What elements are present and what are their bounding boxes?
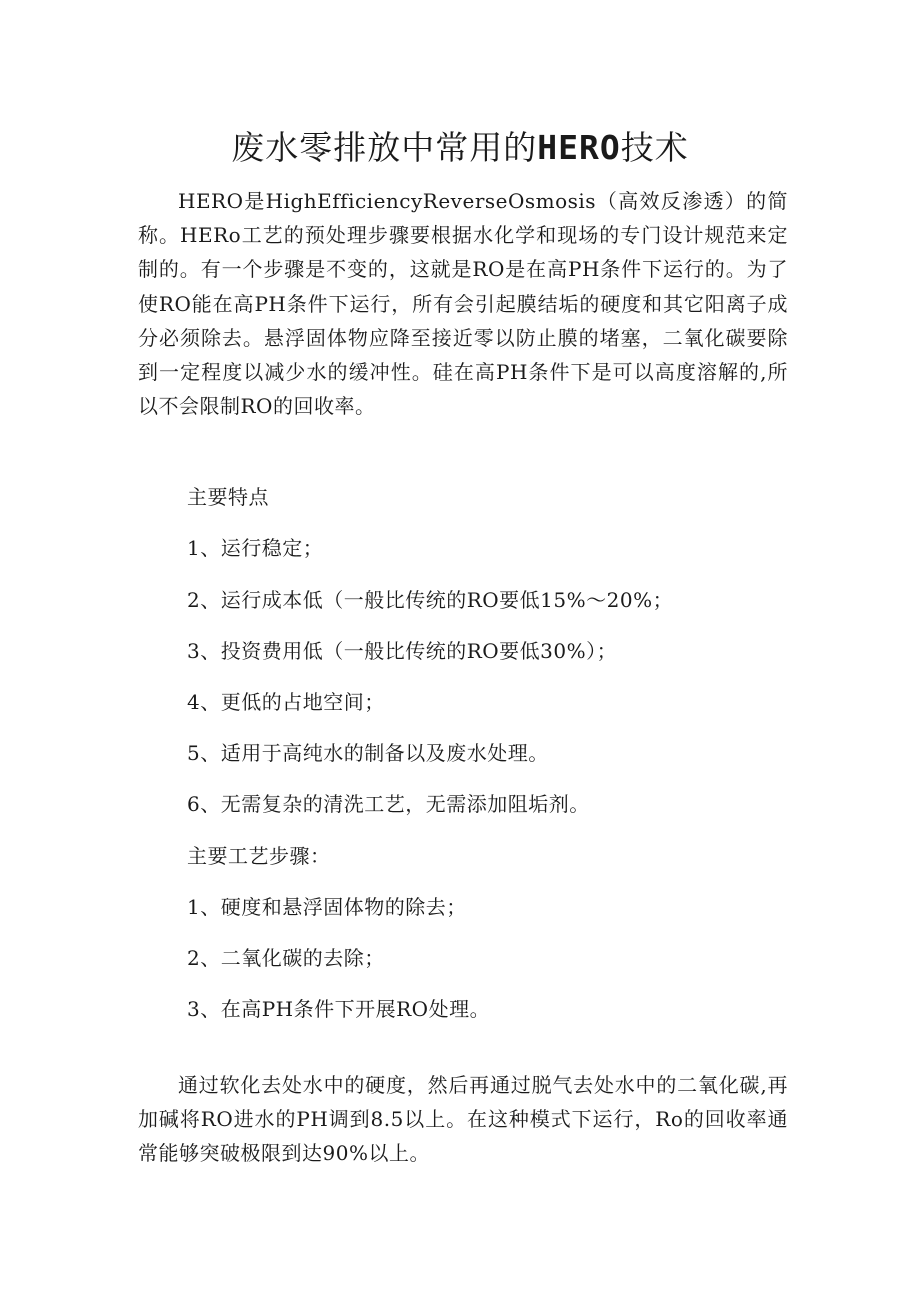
intro-paragraph: HERO是HighEfficiencyReverseOsmosis（高效反渗透）的简称。HERo工艺的预处理步骤要根据水化学和现场的专门设计规范来定制的。有一个步骤是不变的，这就是RO是在高PH条件下运行的。为了使RO能在高PH条件下运行，所有会引起膜结垢的硬度和其它阳离子成分必须除去。悬浮固体物应降至接近零以防止膜的堵塞，二氧化碳要除到一定程度以减少水的缓冲性。硅在高PH条件下是可以高度溶解的,所以不会限制RO的回收率。	[138, 189, 788, 419]
feature-item-4: 4、更低的占地空间；	[187, 690, 385, 714]
closing-block	[138, 1068, 788, 1171]
title-prefix: 废水零排放中常用的	[231, 128, 538, 167]
features-heading: 主要特点	[187, 485, 269, 509]
page-title	[0, 126, 920, 170]
feature-item-5: 5、适用于高纯水的制备以及废水处理。	[187, 741, 549, 765]
title-suffix: 技术	[620, 128, 689, 167]
feature-item-2: 2、运行成本低（一般比传统的RO要低15%～20%；	[187, 588, 674, 612]
step-item-1: 1、硬度和悬浮固体物的除去；	[187, 895, 467, 919]
title-latin: HERO	[537, 128, 621, 167]
closing-paragraph: 通过软化去处水中的硬度，然后再通过脱气去处水中的二氧化碳,再加碱将RO进水的PH调到8.5以上。在这种模式下运行，Ro的回收率通常能够突破极限到达90%以上。	[138, 1073, 788, 1166]
feature-item-6: 6、无需复杂的清洗工艺，无需添加阻垢剂。	[187, 792, 590, 816]
feature-item-1: 1、运行稳定；	[187, 536, 324, 560]
steps-heading: 主要工艺步骤：	[187, 844, 331, 868]
feature-item-3: 3、投资费用低（一般比传统的RO要低30%）；	[187, 639, 618, 663]
intro-block	[138, 184, 788, 423]
step-item-2: 2、二氧化碳的去除；	[187, 946, 385, 970]
step-item-3: 3、在高PH条件下开展RO处理。	[187, 997, 491, 1021]
